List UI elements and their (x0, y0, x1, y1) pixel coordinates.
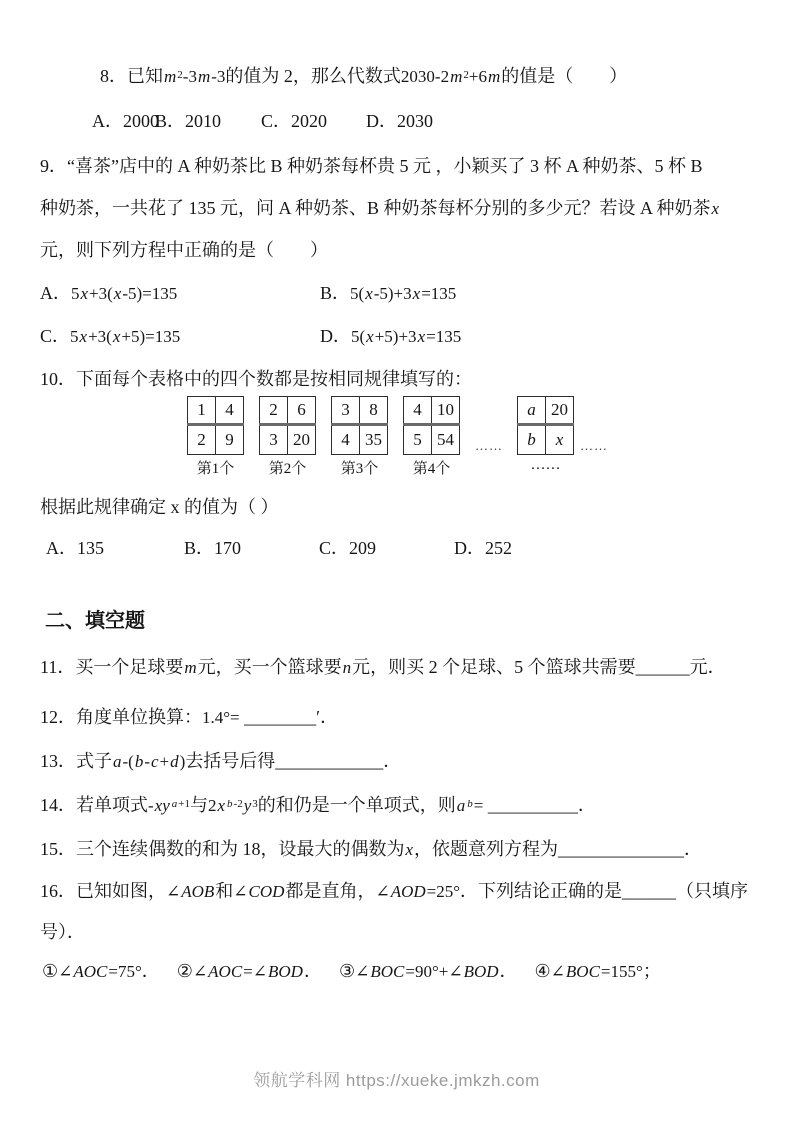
table-cell: 54 (432, 425, 460, 455)
site-watermark-footer: 领航学科网 https://xueke.jmkzh.com (253, 1071, 540, 1090)
pattern-table-1 (187, 396, 244, 478)
table-cell: 35 (360, 425, 388, 455)
table-cell: 3 (332, 397, 360, 425)
page-content (40, 0, 763, 986)
table-label: …… (530, 457, 561, 473)
q8-option-a: A．2000 (92, 111, 159, 131)
question-9-text (40, 145, 763, 271)
table-cell: 6 (288, 397, 316, 425)
table-label: 第2个 (268, 461, 307, 477)
q10-pattern-figure (187, 396, 763, 478)
question-16-line-1: 16．已知如图，∠AOB和∠COD都是直角，∠AOD=25°．下列结论正确的是______（只填序 (40, 881, 749, 901)
table-label: 第1个 (196, 461, 235, 477)
q16-statement-1: ①∠AOC=75°． (42, 961, 160, 981)
table-cell: 2 (188, 425, 216, 455)
pattern-table-2 (259, 396, 316, 478)
q9-option-b: B．5(x-5)+3x=135 (320, 283, 457, 303)
table-cell: 9 (216, 425, 244, 455)
table-cell: 2 (260, 397, 288, 425)
table-cell: 20 (546, 397, 574, 425)
question-9-options (40, 279, 763, 351)
q8-option-d: D．2030 (366, 111, 433, 131)
q16-statement-4: ④∠BOC=155°； (534, 961, 661, 981)
question-10-text: 10．下面每个表格中的四个数都是按相同规律填写的： (40, 369, 472, 389)
table-cell: b (518, 425, 546, 455)
question-10-text-2: 根据此规律确定 x 的值为（ ） (40, 497, 279, 517)
q9-option-d: D．5(x+5)+3x=135 (320, 326, 462, 346)
q8-option-b: B．2010 (155, 111, 222, 131)
table-cell: 1 (188, 397, 216, 425)
table-cell: 4 (332, 425, 360, 455)
q9-option-c: C．5x+3(x+5)=135 (40, 326, 181, 346)
table-cell: a (518, 397, 546, 425)
question-10-options (46, 534, 763, 562)
table-cell: 8 (360, 397, 388, 425)
table-cell: 20 (288, 425, 316, 455)
q10-option-d: D．252 (454, 538, 512, 558)
question-16-statements (42, 957, 763, 986)
q8-option-c: C．2020 (261, 111, 328, 131)
q16-statement-3: ③∠BOC=90°+∠BOD． (338, 961, 518, 981)
question-12-text: 12．角度单位换算：1.4°= ________′． (40, 707, 339, 727)
table-cell: 4 (404, 397, 432, 425)
table-cell: x (546, 425, 574, 455)
question-14-text: 14．若单项式-xy $^{a+1}$与2x $^{b-2}y^3$的和仍是一个单项式，则a $^b$= __________． (40, 795, 596, 815)
q16-statement-2: ②∠AOC=∠BOD． (176, 961, 322, 981)
table-label: 第3个 (340, 461, 379, 477)
question-11-text: 11．买一个足球要m元，买一个篮球要n元，则买 2 个足球、5 个篮球共需要______元． (40, 657, 726, 677)
pattern-table-4 (403, 396, 460, 478)
question-8-text: 8．已知$m^2-3m-3$的值为 2，那么代数式$2030-2m^2+6m$的值是（ ） (100, 66, 628, 86)
q9-option-a: A．5x+3(x-5)=135 (40, 283, 178, 303)
question-16-line-2: 号）． (40, 922, 85, 942)
ellipsis-dots: …… (475, 438, 503, 453)
table-cell: 10 (432, 397, 460, 425)
table-cell: 4 (216, 397, 244, 425)
ellipsis-dots: …… (580, 438, 608, 453)
q9-line-2: 种奶茶，一共花了 135 元，问 A 种奶茶、B 种奶茶每杯分别的多少元？若设 A 种奶茶x (40, 198, 720, 218)
question-15-text: 15．三个连续偶数的和为 18，设最大的偶数为x，依题意列方程为______________． (40, 839, 703, 859)
question-8-options (92, 107, 763, 135)
pattern-table-n (517, 396, 574, 474)
question-13-text: 13．式子a-(b-c+d)去括号后得____________． (40, 751, 402, 771)
section-2-title: 二、填空题 (45, 610, 145, 632)
q10-option-b: B．170 (184, 538, 242, 558)
pattern-table-3 (331, 396, 388, 478)
q9-line-3: 元，则下列方程中正确的是（ ） (40, 240, 328, 260)
table-cell: 5 (404, 425, 432, 455)
q10-option-c: C．209 (319, 538, 377, 558)
q10-option-a: A．135 (46, 538, 104, 558)
q9-line-1: 9．“喜茶”店中的 A 种奶茶比 B 种奶茶每杯贵 5 元 ，小颖买了 3 杯 A 种奶茶、5 杯 B (40, 156, 703, 176)
table-label: 第4个 (412, 461, 451, 477)
table-cell: 3 (260, 425, 288, 455)
